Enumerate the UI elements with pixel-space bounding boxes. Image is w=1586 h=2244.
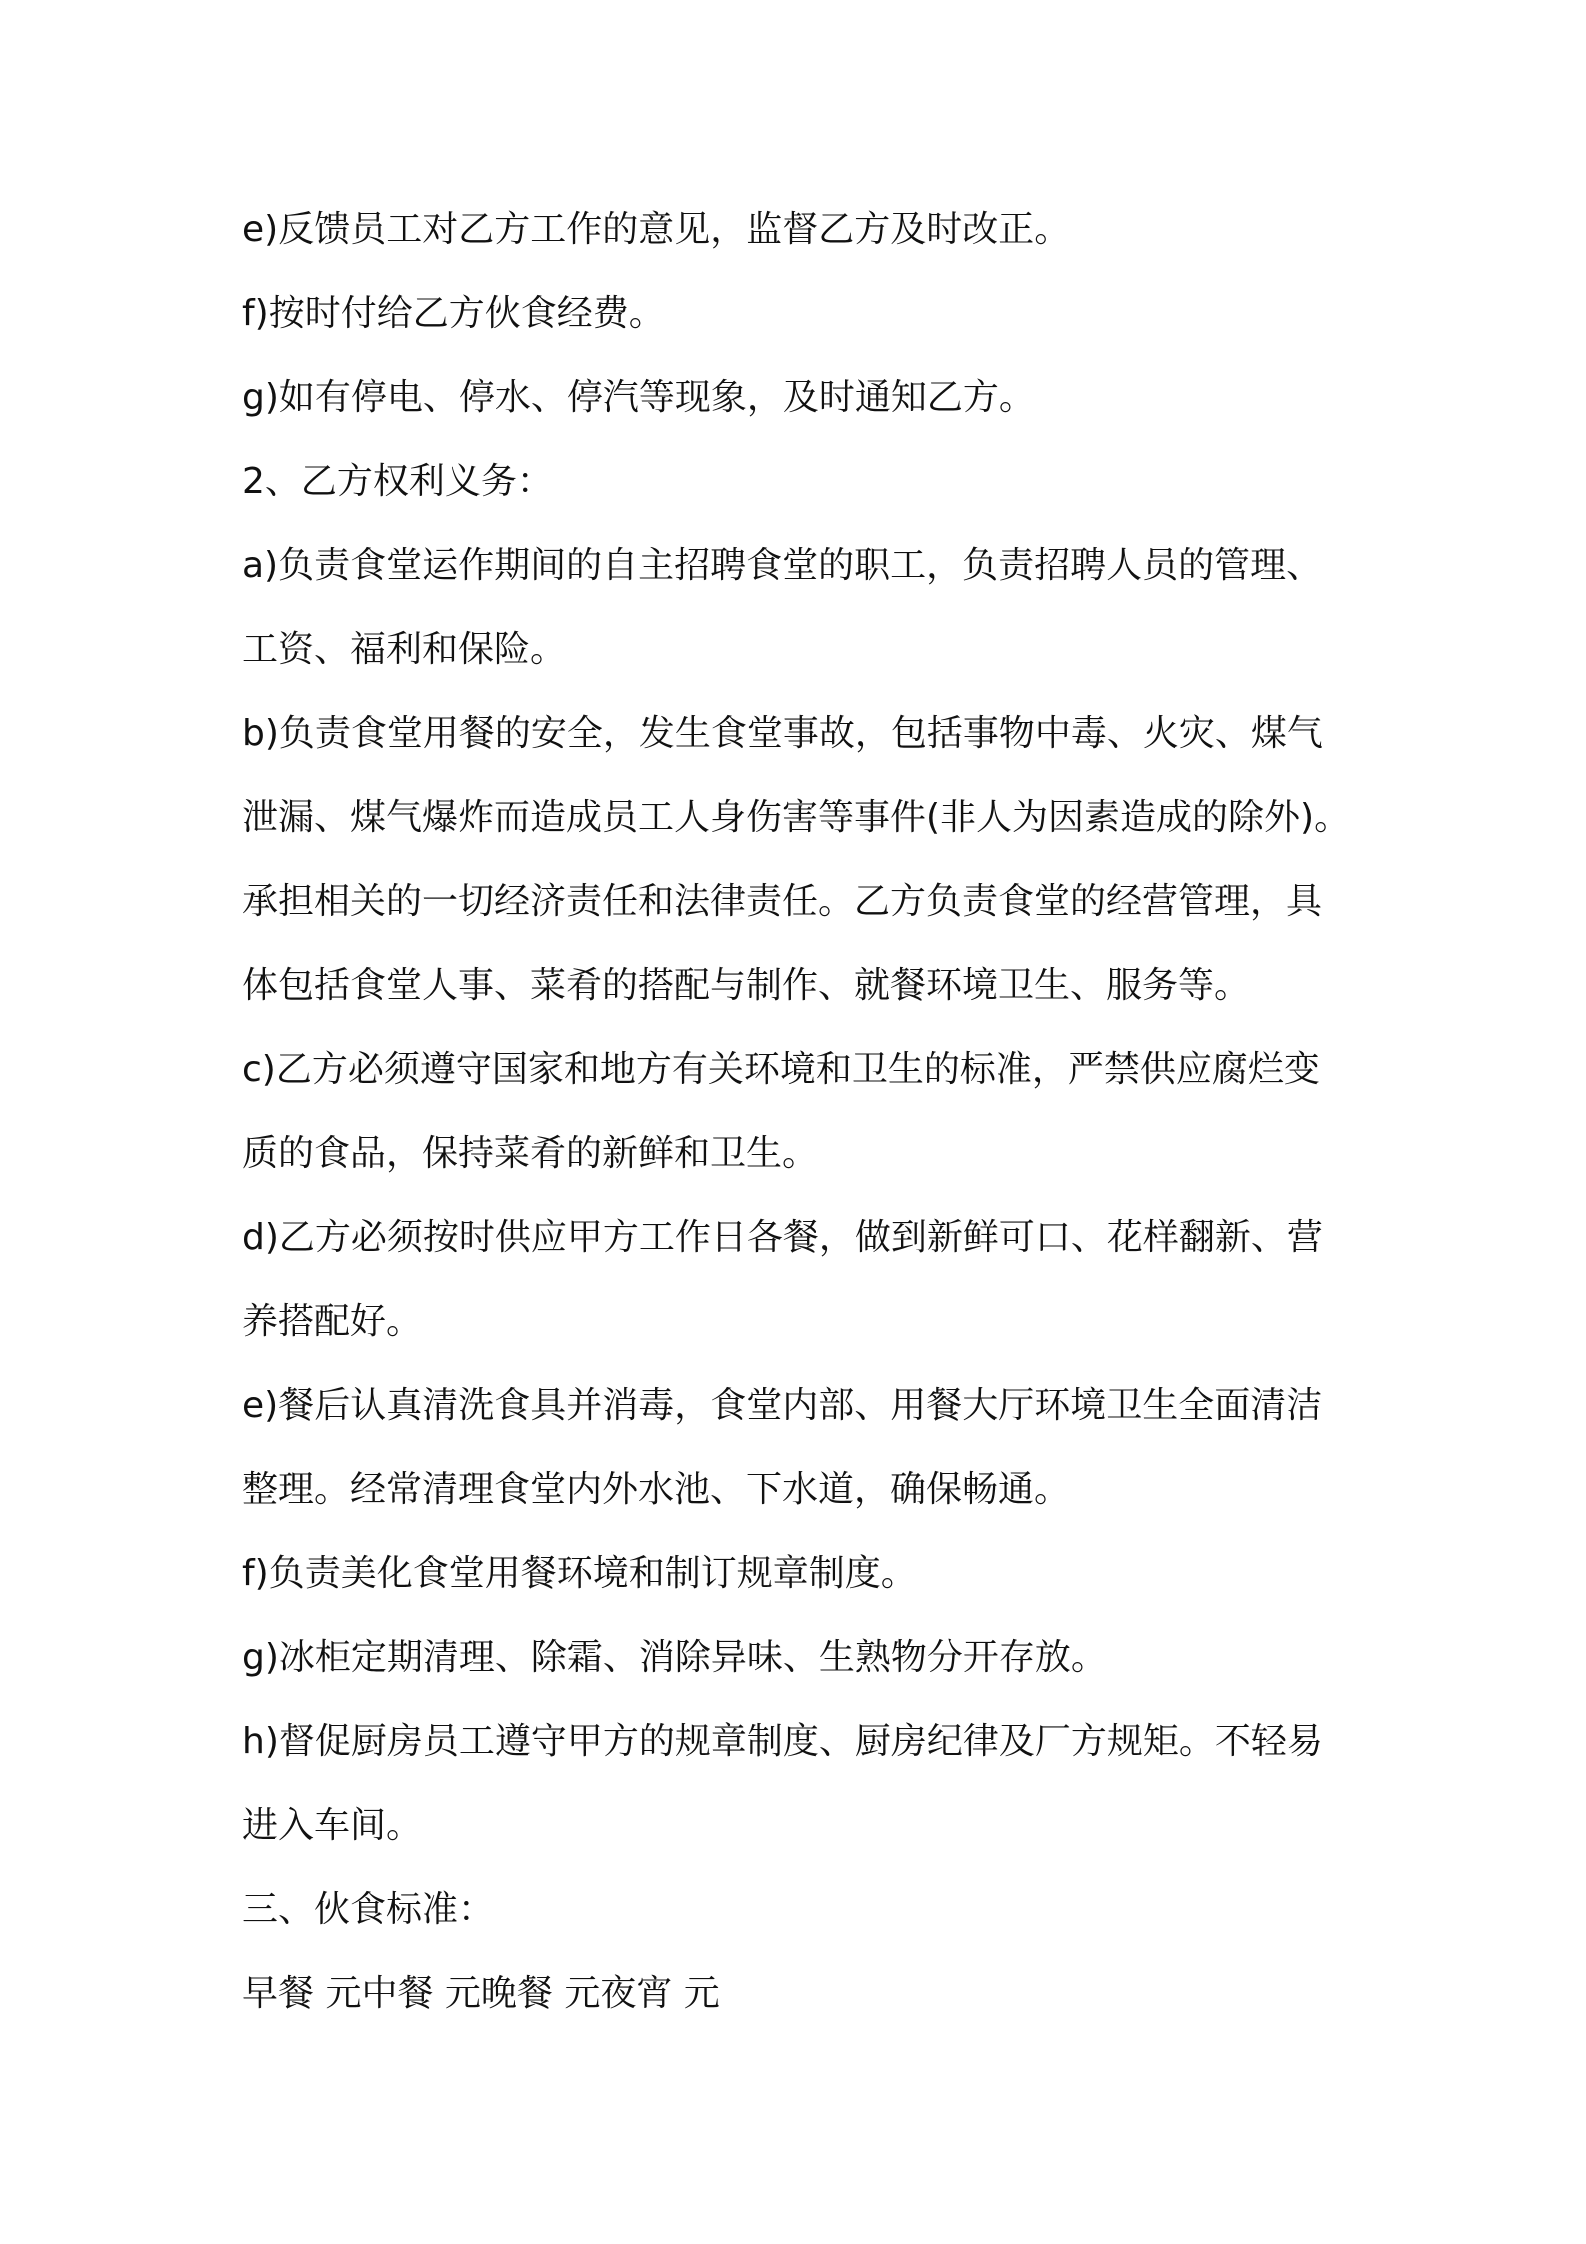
text-line: f)负责美化食堂用餐环境和制订规章制度。 <box>242 1553 917 1594</box>
text-line: a)负责食堂运作期间的自主招聘食堂的职工，负责招聘人员的管理、 <box>242 545 1323 586</box>
text-line: 养搭配好。 <box>242 1301 423 1342</box>
text-line: e)餐后认真清洗食具并消毒，食堂内部、用餐大厅环境卫生全面清洁 <box>242 1385 1323 1426</box>
text-line: g)如有停电、停水、停汽等现象，及时通知乙方。 <box>242 377 1035 418</box>
text-line: e)反馈员工对乙方工作的意见，监督乙方及时改正。 <box>242 209 1071 250</box>
text-line: 工资、福利和保险。 <box>242 629 567 670</box>
text-line: 进入车间。 <box>242 1805 423 1846</box>
section-heading: 2、乙方权利义务： <box>242 461 553 502</box>
document-body <box>242 198 1372 2046</box>
text-line: 承担相关的一切经济责任和法律责任。乙方负责食堂的经营管理，具 <box>242 881 1323 922</box>
text-line: b)负责食堂用餐的安全，发生食堂事故，包括事物中毒、火灾、煤气 <box>242 713 1323 754</box>
text-line: 早餐 元中餐 元晚餐 元夜宵 元 <box>242 1973 720 2014</box>
section-heading: 三、伙食标准： <box>242 1889 495 1930</box>
text-line: 质的食品，保持菜肴的新鲜和卫生。 <box>242 1133 819 1174</box>
text-line: 体包括食堂人事、菜肴的搭配与制作、就餐环境卫生、服务等。 <box>242 965 1251 1006</box>
text-line: f)按时付给乙方伙食经费。 <box>242 293 665 334</box>
text-line: d)乙方必须按时供应甲方工作日各餐，做到新鲜可口、花样翻新、营 <box>242 1217 1323 1258</box>
text-line: g)冰柜定期清理、除霜、消除异味、生熟物分开存放。 <box>242 1637 1107 1678</box>
text-line: 泄漏、煤气爆炸而造成员工人身伤害等事件(非人为因素造成的除外)。 <box>242 797 1351 838</box>
text-line: h)督促厨房员工遵守甲方的规章制度、厨房纪律及厂方规矩。不轻易 <box>242 1721 1323 1762</box>
text-line: c)乙方必须遵守国家和地方有关环境和卫生的标准，严禁供应腐烂变 <box>242 1049 1320 1090</box>
text-line: 整理。经常清理食堂内外水池、下水道，确保畅通。 <box>242 1469 1071 1510</box>
